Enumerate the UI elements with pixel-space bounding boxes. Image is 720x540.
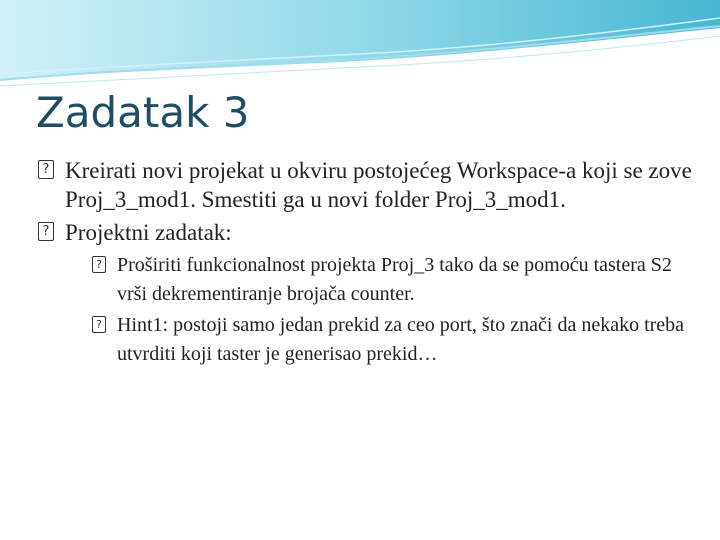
bullet-icon: ? bbox=[38, 222, 54, 241]
bullet-text: Kreirati novi projekat u okviru postojećeg Workspace-a koji se zove Proj_3_mod1. Smestiti ga u novi folder Proj_3_mod1. bbox=[65, 158, 692, 212]
bullet-text: Hint1: postoji samo jedan prekid za ceo port, što znači da nekako treba utvrditi koji taster je generisao prekid… bbox=[117, 314, 685, 365]
slide-body bbox=[36, 156, 696, 371]
header-wave-decoration bbox=[0, 0, 720, 95]
bullet-icon: ? bbox=[38, 160, 54, 179]
bullet-text: Projektni zadatak: bbox=[65, 220, 232, 245]
bullet-item bbox=[36, 156, 696, 214]
bullet-icon: ? bbox=[92, 316, 106, 333]
bullet-text: Proširiti funkcionalnost projekta Proj_3 tako da se pomoću tastera S2 vrši dekrementiranje brojača counter. bbox=[117, 254, 672, 305]
bullet-item bbox=[36, 218, 696, 247]
bullet-icon: ? bbox=[92, 256, 106, 273]
sub-bullet-item bbox=[90, 311, 696, 369]
slide-title: Zadatak 3 bbox=[36, 88, 250, 137]
sub-bullet-item bbox=[90, 251, 696, 309]
